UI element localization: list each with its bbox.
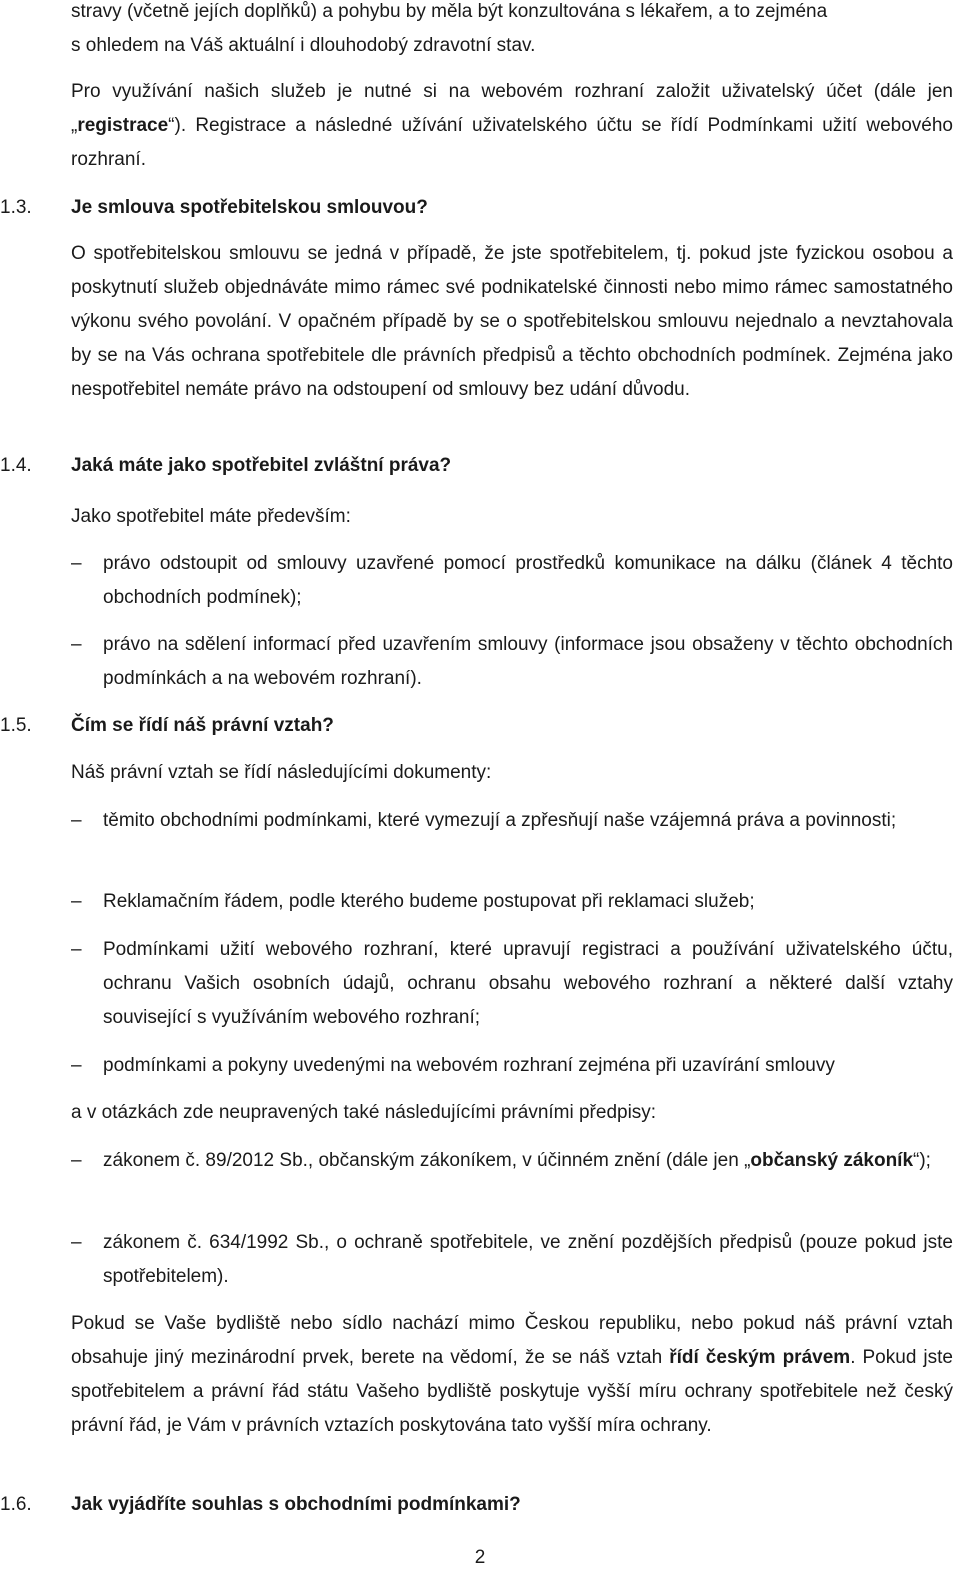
dash-marker: – xyxy=(71,1150,82,1171)
section-number: 1.3. xyxy=(0,197,32,218)
czech-law-term: řídí českým právem xyxy=(669,1347,851,1368)
section-number: 1.5. xyxy=(0,715,32,736)
section-title: Jak vyjádříte souhlas s obchodními podmínkami? xyxy=(71,1494,521,1515)
dash-marker: – xyxy=(71,939,82,960)
section-title: Čím se řídí náš právní vztah? xyxy=(71,715,334,736)
section-1-5-lead: Náš právní vztah se řídí následujícími dokumenty: xyxy=(71,762,492,783)
intro-line-2: s ohledem na Váš aktuální i dlouhodobý zdravotní stav. xyxy=(71,35,536,56)
list-item-text: Reklamačním řádem, podle kterého budeme postupovat při reklamaci služeb; xyxy=(103,891,755,912)
dash-marker: – xyxy=(71,1055,82,1076)
section-number: 1.6. xyxy=(0,1494,32,1515)
registration-paragraph: Pro využívání našich služeb je nutné si na webovém rozhraní založit uživatelský účet (dále jen „registrace“). Registrace a následné užívání uživatelského účtu se řídí Podmínkami užití webového rozhraní. xyxy=(71,81,953,170)
list-item-text: Podmínkami užití webového rozhraní, které upravují registraci a používání uživatelského účtu, ochranu Vašich osobních údajů, ochranu obsahu webového rozhraní a některé další vztahy související s využíváním webového rozhraní; xyxy=(103,939,953,1028)
list-item-text: zákonem č. 634/1992 Sb., o ochraně spotřebitele, ve znění pozdějších předpisů (pouze pokud jste spotřebitelem). xyxy=(103,1232,953,1287)
foreign-element-paragraph: Pokud se Vaše bydliště nebo sídlo nachází mimo Českou republiku, nebo pokud náš právní vztah obsahuje jiný mezinárodní prvek, berete na vědomí, že se náš vztah řídí českým právem. Pokud jste spotřebitelem a právní řád státu Vašeho bydliště poskytuje vyšší míru ochrany spotřebitele než český právní řád, je Vám v právních vztazích poskytována tato vyšší míra ochrany. xyxy=(71,1313,953,1436)
list-item-text: podmínkami a pokyny uvedenými na webovém rozhraní zejména při uzavírání smlouvy xyxy=(103,1055,835,1076)
section-number: 1.4. xyxy=(0,455,32,476)
page-number: 2 xyxy=(474,1547,486,1568)
section-title: Je smlouva spotřebitelskou smlouvou? xyxy=(71,197,428,218)
list-item-text: těmito obchodními podmínkami, které vymezují a zpřesňují naše vzájemná práva a povinnosti; xyxy=(103,810,897,831)
section-1-4-lead: Jako spotřebitel máte především: xyxy=(71,506,351,527)
registration-term: registrace xyxy=(77,115,169,136)
list-item-text: právo odstoupit od smlouvy uzavřené pomocí prostředků komunikace na dálku (článek 4 těchto obchodních podmínek); xyxy=(103,553,953,608)
section-1-3-body: O spotřebitelskou smlouvu se jedná v případě, že jste spotřebitelem, tj. pokud jste fyzickou osobou a poskytnutí služeb objednáváte mimo rámec své podnikatelské činnosti nebo mimo rámec samostatného výkonu svého povolání. V opačném případě by se o spotřebitelskou smlouvu nejednalo a nevztahovala by se na Vás ochrana spotřebitele dle právních předpisů a těchto obchodních podmínek. Zejména jako nespotřebitel nemáte právo na odstoupení od smlouvy bez udání důvodu. xyxy=(71,243,953,400)
list-item-text: zákonem č. 89/2012 Sb., občanským zákoníkem, v účinném znění (dále jen „občanský zákoník“); xyxy=(103,1150,931,1171)
dash-marker: – xyxy=(71,634,82,655)
section-1-5-lead-laws: a v otázkách zde neupravených také následujícími právními předpisy: xyxy=(71,1102,657,1123)
intro-line-1: stravy (včetně jejích doplňků) a pohybu by měla být konzultována s lékařem, a to zejména xyxy=(71,1,828,22)
section-title: Jaká máte jako spotřebitel zvláštní práva? xyxy=(71,455,452,476)
dash-marker: – xyxy=(71,553,82,574)
civil-code-term: občanský zákoník xyxy=(750,1150,914,1171)
dash-marker: – xyxy=(71,891,82,912)
dash-marker: – xyxy=(71,810,82,831)
dash-marker: – xyxy=(71,1232,82,1253)
list-item-text: právo na sdělení informací před uzavřením smlouvy (informace jsou obsaženy v těchto obchodních podmínkách a na webovém rozhraní). xyxy=(103,634,953,689)
